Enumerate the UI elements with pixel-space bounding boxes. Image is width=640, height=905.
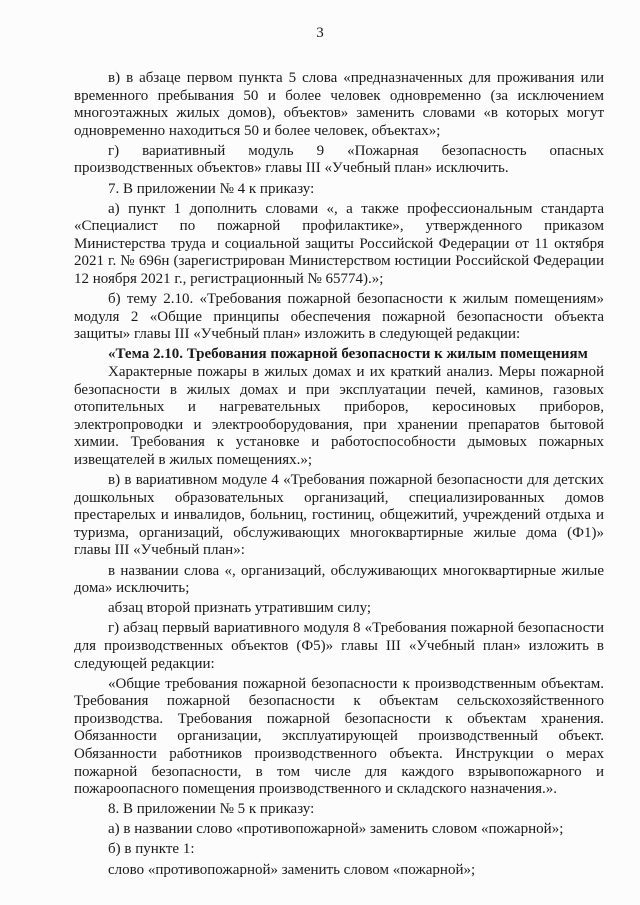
page-number: 3 [316,25,324,41]
paragraph-word-replace: слово «противопожарной» заменить словом «пожарной»; [108,861,476,878]
paragraph-clause-b: б) тему 2.10. «Требования пожарной безопасности к жилым помещениям» модуля 2 «Общие принципы обеспечения пожарной безопасности объекта защиты» главы III «Учебный план» изложить в следующей редакции: [74,291,604,343]
paragraph-clause-a: а) пункт 1 дополнить словами «, а также профессиональным стандарта «Специалист по пожарной профилактике», утвержденного приказом Министерства труда и социальной защиты Российской Федерации от 11 октября 2021 г. № 696н (зарегистрирован Министерством юстиции Российской Федерации 12 ноября 2021 г., регистрационный № 65774).»; [74,200,604,288]
paragraph-clause-b-item-1: б) в пункте 1: [108,841,195,858]
paragraph-clause-v: в) в абзаце первом пункта 5 слова «предназначенных для проживания или временного пребывания 50 и более человек одновременно (за исключением многоэтажных жилых домов), объектов» заменить словами «в которых могут одновременно находиться 50 и более человек, объектах»; [74,70,604,139]
topic-heading: «Тема 2.10. Требования пожарной безопасности к жилым помещениям [108,346,588,363]
paragraph-item-7: 7. В приложении № 4 к приказу: [108,180,315,197]
paragraph-title-change: в названии слова «, организаций, обслуживающих многоквартирные жилые дома» исключить; [74,562,604,597]
paragraph-clause-g-module-8: г) абзац первый вариативного модуля 8 «Требования пожарной безопасности для производственных объектов (Ф5)» главы III «Учебный план» изложить в следующей редакции: [74,620,604,672]
paragraph-clause-g: г) вариативный модуль 9 «Пожарная безопасность опасных производственных объектов» главы III «Учебный план» исключить. [74,142,604,177]
paragraph-clause-a-title: а) в названии слово «противопожарной» заменить словом «пожарной»; [108,821,564,838]
paragraph-clause-v-module-4: в) в вариативном модуле 4 «Требования пожарной безопасности для детских дошкольных образовательных организаций, специализированных домов престарелых и инвалидов, больниц, гостиниц, общежитий, учреждений отдыха и туризма, организаций, обслуживающих многоквартирные жилые дома (Ф1)» главы III «Учебный план»: [74,472,604,559]
paragraph-general-requirements: «Общие требования пожарной безопасности к производственным объектам. Требования пожарной безопасности к объектам сельскохозяйственного производства. Требования пожарной безопасности к объектам хранения. Обязанности организации, эксплуатирующей производственный объект. Обязанности работников производственного объекта. Инструкции о мерах пожарной безопасности, в том числе для каждого взрывопожарного и пожароопасного помещения производственного и складского назначения.». [74,675,604,798]
paragraph-abzats-void: абзац второй признать утратившим силу; [108,600,372,617]
document-body [74,70,604,879]
paragraph-item-8: 8. В приложении № 5 к приказу: [108,801,315,818]
topic-body: Характерные пожары в жилых домах и их краткий анализ. Меры пожарной безопасности в жилых домах и при эксплуатации печей, каминов, газовых отопительных и нагревательных приборов, керосиновых приборов, электропроводки и электрооборудования, при хранении препаратов бытовой химии. Требования к установке и работоспособности дымовых пожарных извещателей в жилых помещениях.»; [74,364,604,468]
